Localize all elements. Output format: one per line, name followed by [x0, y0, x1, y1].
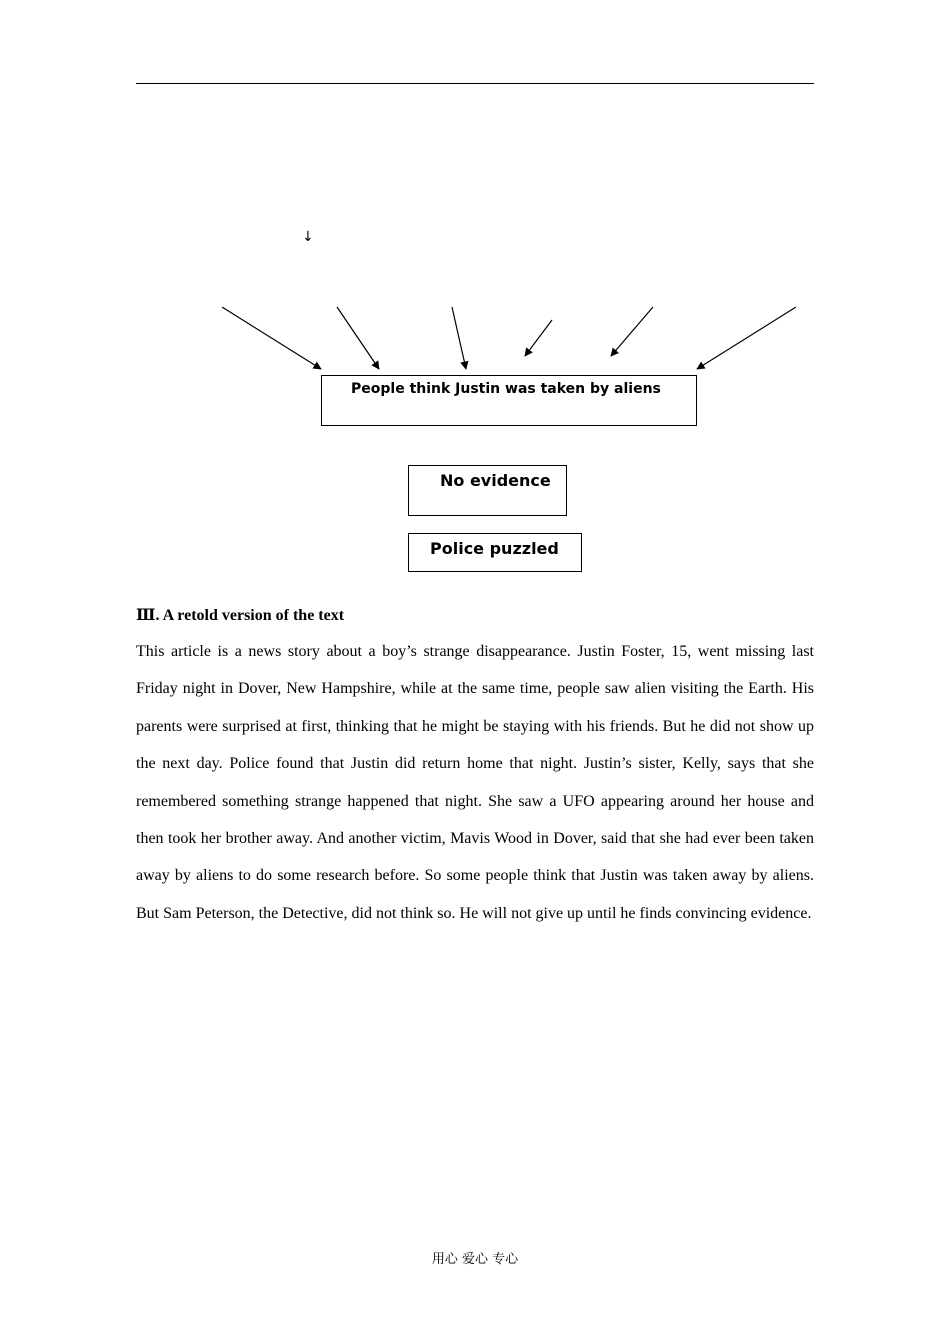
arrow-1	[222, 307, 321, 369]
page-footer: 用心 爱心 专心	[431, 1252, 519, 1267]
police-puzzled-box	[408, 533, 582, 572]
no-evidence-text: No evidence	[440, 471, 551, 490]
main-conclusion-box	[321, 375, 697, 426]
section-number: Ⅲ	[136, 605, 156, 624]
arrow-2	[337, 307, 379, 369]
section-title: . A retold version of the text	[155, 607, 345, 624]
section-heading	[136, 605, 344, 625]
police-puzzled-text: Police puzzled	[430, 539, 559, 558]
no-evidence-box	[408, 465, 567, 516]
down-arrow-icon: ↓	[302, 229, 314, 245]
arrow-6	[697, 307, 796, 369]
main-conclusion-text: People think Justin was taken by aliens	[351, 381, 661, 397]
arrow-3	[452, 307, 466, 369]
arrow-4	[525, 320, 552, 356]
retold-paragraph: This article is a news story about a boy’s strange disappearance. Justin Foster, 15, went missing last Friday night in Dover, New Hampshire, while at the same time, people saw alien visiting the Earth. His parents were surprised at first, thinking that he might be staying with his friends. But he did not show up the next day. Police found that Justin did return home that night. Justin’s sister, Kelly, says that she remembered something strange happened that night. She saw a UFO appearing around her house and then took her brother away. And another victim, Mavis Wood in Dover, said that she had ever been taken away by aliens to do some research before. So some people think that Justin was taken away by aliens. But Sam Peterson, the Detective, did not think so. He will not give up until he finds convincing evidence.	[136, 643, 814, 922]
arrow-5	[611, 307, 653, 356]
